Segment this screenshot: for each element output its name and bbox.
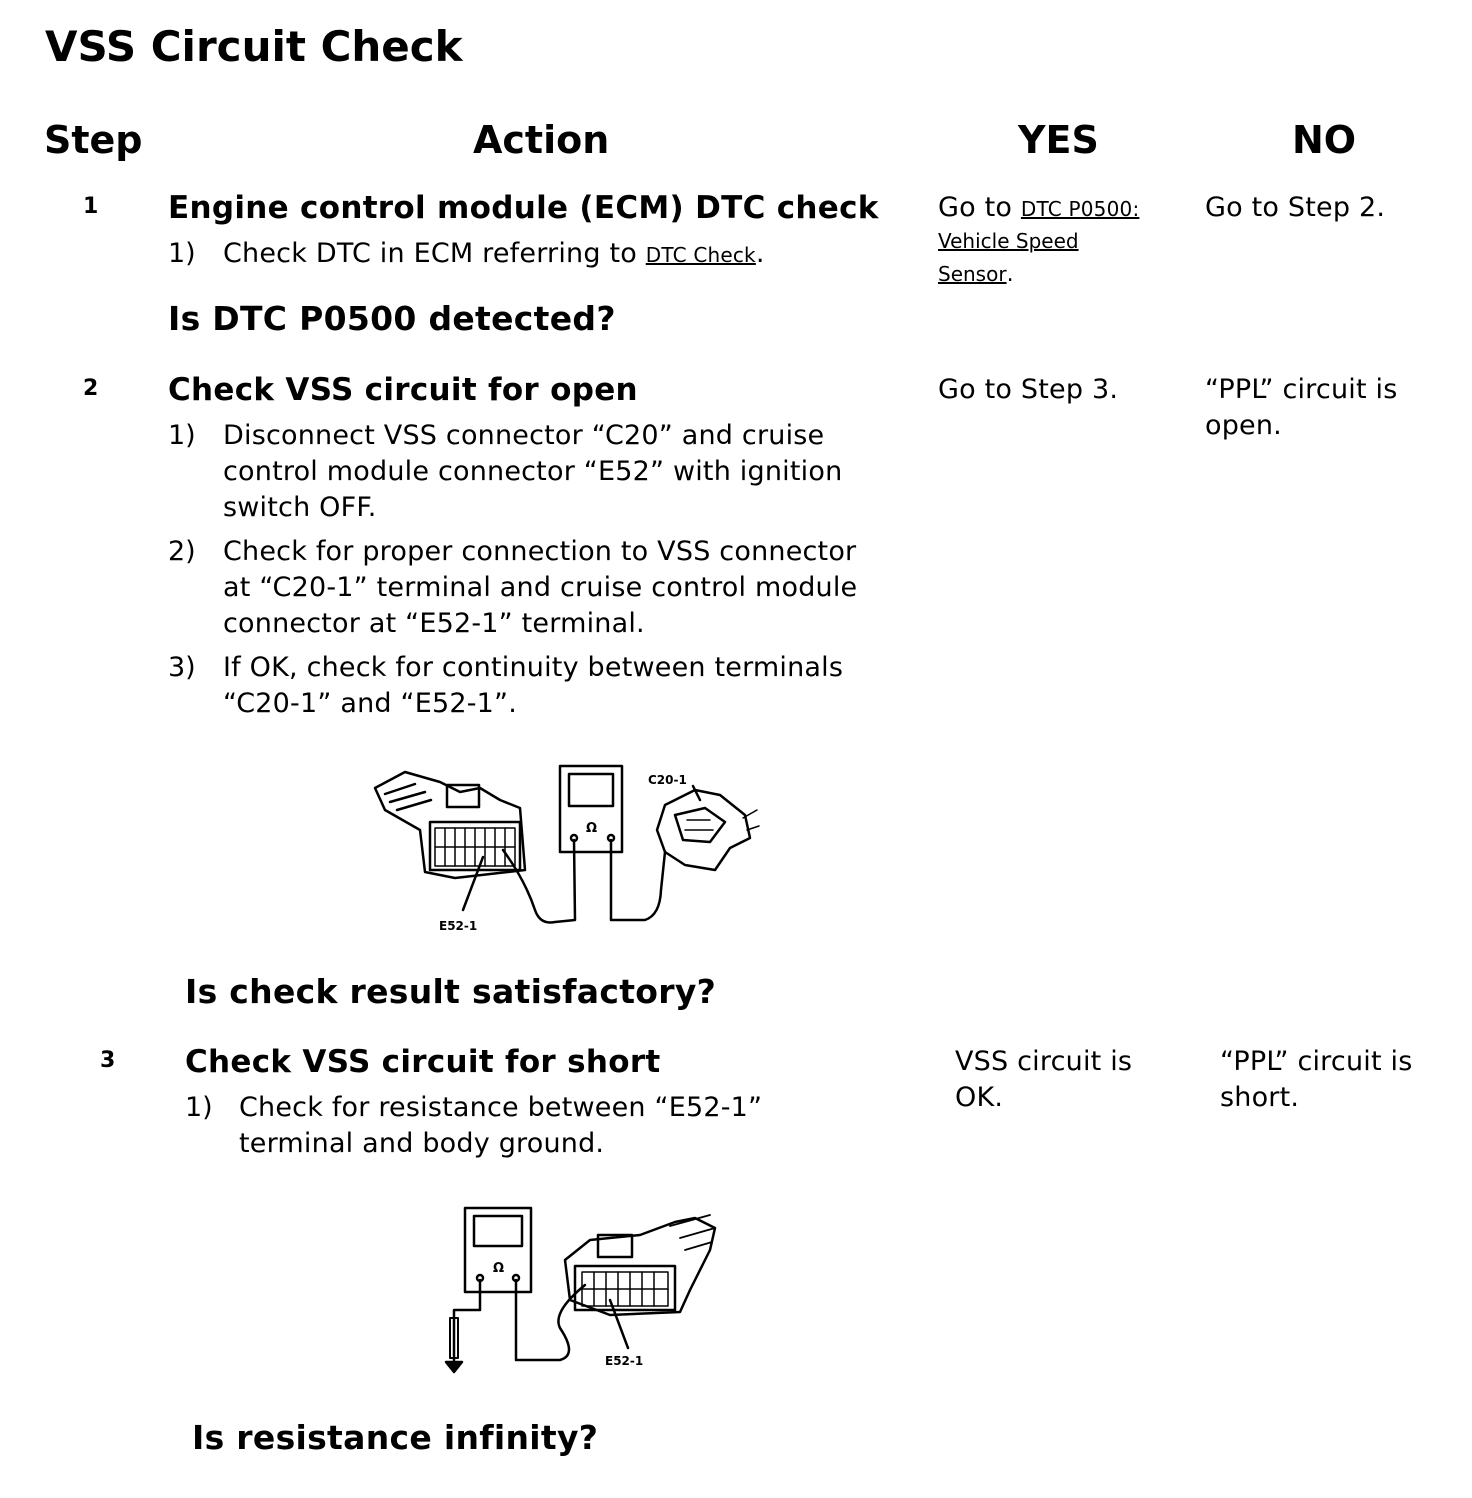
- dtc-p0500-link[interactable]: DTC P0500:: [1020, 197, 1140, 221]
- step-heading: Engine control module (ECM) DTC check: [168, 190, 879, 226]
- step-number: 2: [83, 376, 99, 401]
- yes-cell: Go to DTC P0500:: [938, 192, 1140, 223]
- column-header-action: Action: [473, 118, 610, 162]
- item-text: Check DTC in ECM referring to DTC Check.: [223, 238, 765, 269]
- meter-symbol: Ω: [493, 1261, 505, 1276]
- dtc-p0500-link-line3[interactable]: Sensor: [938, 262, 1007, 286]
- step-question: Is resistance infinity?: [192, 1418, 599, 1457]
- item-number: 3): [168, 652, 196, 683]
- yes-cell-line3: Sensor.: [938, 262, 1014, 287]
- item-number: 1): [168, 420, 196, 451]
- figure-label-e52: E52-1: [439, 919, 478, 933]
- dtc-p0500-link-line2[interactable]: Vehicle Speed: [938, 229, 1079, 253]
- yes-cell: VSS circuit is OK.: [955, 1046, 1133, 1113]
- column-header-no: NO: [1292, 118, 1357, 162]
- step-heading: Check VSS circuit for short: [185, 1044, 661, 1080]
- step-heading: Check VSS circuit for open: [168, 372, 638, 408]
- item-number: 1): [185, 1092, 213, 1123]
- column-header-yes: YES: [1018, 118, 1099, 162]
- page-title: VSS Circuit Check: [45, 22, 463, 71]
- item-number: 1): [168, 238, 196, 269]
- no-cell: “PPL” circuit is open.: [1205, 374, 1398, 441]
- figure-label-c20: C20-1: [648, 773, 687, 787]
- item-text: Check for resistance between “E52-1” terminal and body ground.: [239, 1092, 763, 1159]
- step-question: Is check result satisfactory?: [185, 972, 717, 1011]
- item-text: If OK, check for continuity between terminals “C20-1” and “E52-1”.: [223, 652, 844, 719]
- continuity-check-figure: [365, 760, 765, 940]
- step-question: Is DTC P0500 detected?: [168, 299, 616, 338]
- no-cell: “PPL” circuit is short.: [1220, 1046, 1413, 1113]
- figure-label-e52: E52-1: [605, 1354, 644, 1368]
- meter-symbol: Ω: [586, 821, 598, 836]
- step-number: 3: [100, 1048, 116, 1073]
- dtc-check-link[interactable]: DTC Check: [645, 243, 756, 267]
- item-text: Disconnect VSS connector “C20” and cruise control module connector “E52” with ignition switch OFF.: [223, 420, 843, 523]
- column-header-step: Step: [44, 118, 143, 162]
- step-number: 1: [83, 194, 99, 219]
- resistance-check-figure: [440, 1200, 730, 1380]
- item-text: Check for proper connection to VSS connector at “C20-1” terminal and cruise control module connector at “E52-1” terminal.: [223, 536, 858, 639]
- item-number: 2): [168, 536, 196, 567]
- no-cell: Go to Step 2.: [1205, 192, 1386, 223]
- yes-cell: Go to Step 3.: [938, 374, 1119, 405]
